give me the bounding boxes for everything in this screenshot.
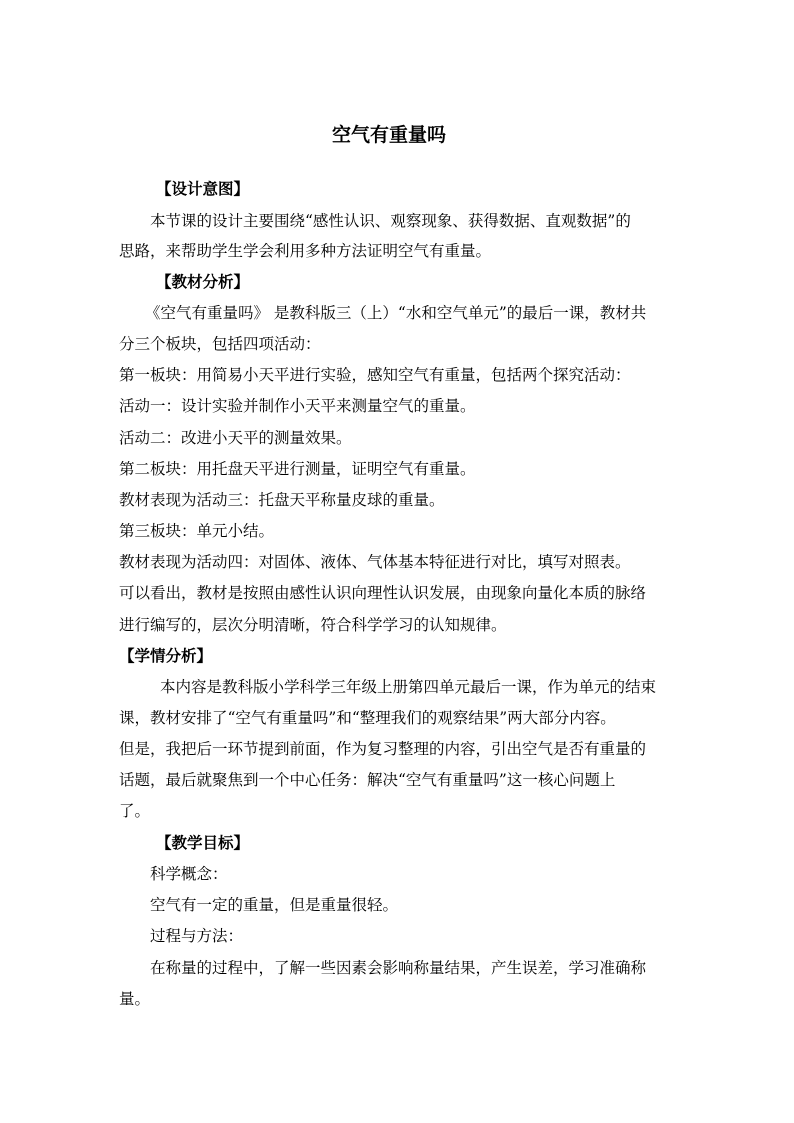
paragraph-line: 空气有一定的重量，但是重量很轻。 <box>150 896 399 914</box>
paragraph-line: 课，教材安排了“空气有重量吗”和“整理我们的观察结果”两大部分内容。 <box>119 709 616 727</box>
paragraph-line: 了。 <box>119 802 151 820</box>
document-title: 空气有重量吗 <box>331 124 446 146</box>
paragraph-line: 第一板块：用简易小天平进行实验，感知空气有重量，包括两个探究活动： <box>119 366 631 384</box>
paragraph-line: 在称量的过程中，了解一些因素会影响称量结果，产生误差，学习准确称 <box>150 959 647 977</box>
paragraph-line: 活动二：改进小天平的测量效果。 <box>119 429 352 447</box>
paragraph-line: 过程与方法： <box>150 927 244 945</box>
section-heading-textbook-analysis: 【教材分析】 <box>156 272 250 291</box>
paragraph-line: 但是，我把后一环节提到前面，作为复习整理的内容，引出空气是否有重量的 <box>119 740 647 758</box>
paragraph-line: 本节课的设计主要围绕“感性认识、观察现象、获得数据、直观数据”的 <box>150 212 631 230</box>
paragraph-line: 分三个板块，包括四项活动： <box>119 335 321 353</box>
paragraph-line: 本内容是教科版小学科学三年级上册第四单元最后一课，作为单元的结束 <box>160 678 657 696</box>
paragraph-line: 量。 <box>119 990 151 1008</box>
paragraph-line: 活动一：设计实验并制作小天平来测量空气的重量。 <box>119 397 476 415</box>
paragraph-line: 教材表现为活动三：托盘天平称量皮球的重量。 <box>119 491 445 509</box>
paragraph-line: 第二板块：用托盘天平进行测量，证明空气有重量。 <box>119 460 476 478</box>
section-heading-teaching-goals: 【教学目标】 <box>156 833 250 852</box>
paragraph-line: 可以看出，教材是按照由感性认识向理性认识发展，由现象向量化本质的脉络 <box>119 584 647 602</box>
paragraph-line: 话题，最后就聚焦到一个中心任务：解决“空气有重量吗”这一核心问题上 <box>119 771 616 789</box>
paragraph-line: 科学概念： <box>150 865 228 883</box>
paragraph-line: 《空气有重量吗》 是教科版三（上）“水和空气单元”的最后一课，教材共 <box>145 304 647 322</box>
paragraph-line: 第三板块：单元小结。 <box>119 522 275 540</box>
paragraph-line: 思路，来帮助学生学会利用多种方法证明空气有重量。 <box>119 242 492 260</box>
section-heading-student-analysis: 【学情分析】 <box>119 646 213 665</box>
paragraph-line: 进行编写的，层次分明清晰，符合科学学习的认知规律。 <box>119 616 507 634</box>
section-heading-design-intent: 【设计意图】 <box>156 179 250 198</box>
paragraph-line: 教材表现为活动四：对固体、液体、气体基本特征进行对比，填写对照表。 <box>119 553 631 571</box>
